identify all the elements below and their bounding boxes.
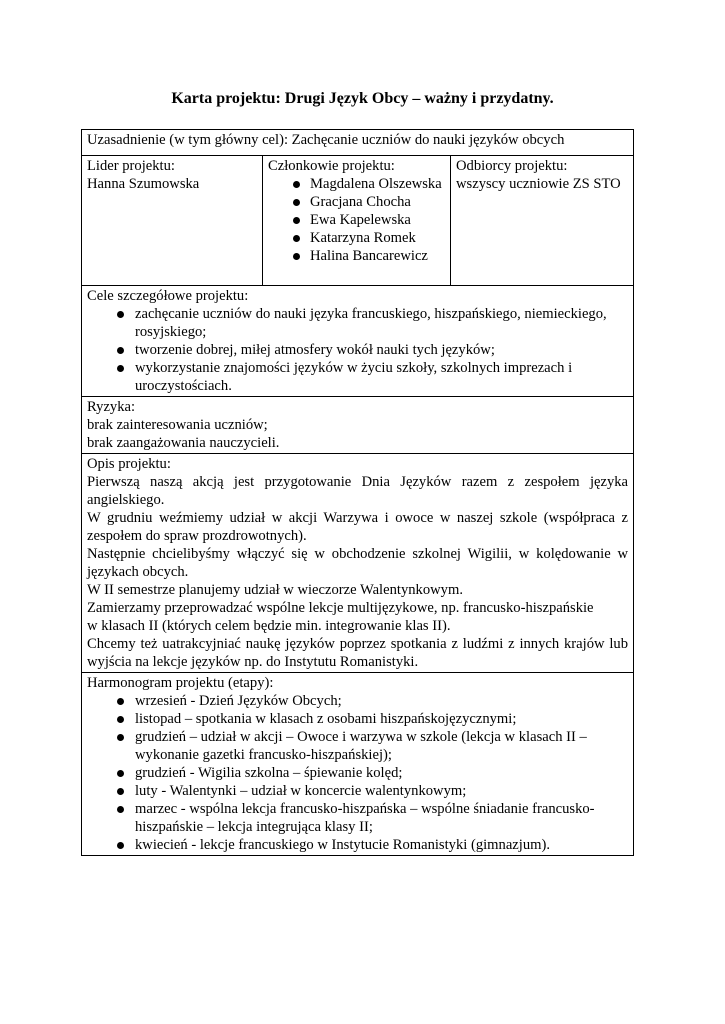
list-item: kwiecień - lekcje francuskiego w Instytucie Romanistyki (gimnazjum).	[135, 836, 628, 854]
list-item: Magdalena Olszewska	[310, 175, 445, 193]
members-cell	[263, 156, 451, 286]
goals-list	[87, 305, 628, 395]
list-item: Ewa Kapelewska	[310, 211, 445, 229]
description-paragraph: w klasach II (których celem będzie min. integrowanie klas II).	[87, 618, 451, 634]
document-title: Karta projektu: Drugi Język Obcy – ważny i przydatny.	[171, 90, 554, 107]
list-item: grudzień – udział w akcji – Owoce i warzywa w szkole (lekcja w klasach II – wykonanie gazetki francusko-hiszpańskiej);	[135, 728, 628, 764]
list-item: marzec - wspólna lekcja francusko-hiszpańska – wspólne śniadanie francusko-hiszpańskie – lekcja integrująca klasy II;	[135, 800, 628, 836]
schedule-label: Harmonogram projektu (etapy):	[87, 675, 274, 691]
description-cell	[82, 454, 634, 673]
schedule-cell	[82, 673, 634, 856]
leader-cell	[82, 156, 263, 286]
risks-cell	[82, 397, 634, 454]
description-paragraph: Pierwszą naszą akcją jest przygotowanie Dnia Języków razem z zespołem języka angielskiego.	[87, 474, 629, 508]
members-label: Członkowie projektu:	[268, 158, 395, 174]
schedule-list	[87, 692, 628, 854]
description-paragraph: Następnie chcielibyśmy włączyć się w obchodzenie szkolnej Wigilii, w kolędowanie w językach obcych.	[87, 546, 629, 580]
description-paragraph: W II semestrze planujemy udział w wieczorze Walentynkowym.	[87, 582, 463, 598]
leader-name: Hanna Szumowska	[87, 176, 200, 192]
risk-item: brak zainteresowania uczniów;	[87, 417, 268, 433]
leader-label: Lider projektu:	[87, 158, 175, 174]
list-item: grudzień - Wigilia szkolna – śpiewanie kolęd;	[135, 764, 628, 782]
description-paragraph: W grudniu weźmiemy udział w akcji Warzywa i owoce w naszej szkole (współpraca z zespołem do spraw prozdrowotnych).	[87, 510, 629, 544]
list-item: Katarzyna Romek	[310, 229, 445, 247]
goals-label: Cele szczegółowe projektu:	[87, 288, 249, 304]
recipients-label: Odbiorcy projektu:	[456, 158, 568, 174]
justification-text: Uzasadnienie (w tym główny cel): Zachęcanie uczniów do nauki języków obcych	[87, 132, 565, 148]
justification-cell	[82, 130, 634, 156]
list-item: Halina Bancarewicz	[310, 247, 445, 265]
list-item: tworzenie dobrej, miłej atmosfery wokół nauki tych języków;	[135, 341, 628, 359]
risk-item: brak zaangażowania nauczycieli.	[87, 435, 280, 451]
list-item: Gracjana Chocha	[310, 193, 445, 211]
description-paragraph: Zamierzamy przeprowadzać wspólne lekcje multijęzykowe, np. francusko-hiszpańskie	[87, 600, 594, 616]
description-label: Opis projektu:	[87, 456, 171, 472]
list-item: zachęcanie uczniów do nauki języka francuskiego, hiszpańskiego, niemieckiego, rosyjskiego;	[135, 305, 628, 341]
risks-label: Ryzyka:	[87, 399, 136, 415]
project-card-table	[81, 129, 634, 856]
members-list	[268, 175, 445, 265]
list-item: listopad – spotkania w klasach z osobami hiszpańskojęzycznymi;	[135, 710, 628, 728]
recipients-cell	[451, 156, 634, 286]
recipients-value: wszyscy uczniowie ZS STO	[456, 176, 621, 192]
list-item: wrzesień - Dzień Języków Obcych;	[135, 692, 628, 710]
description-paragraph: Chcemy też uatrakcyjniać naukę języków poprzez spotkania z ludźmi z innych krajów lub wyjścia na lekcje języków np. do Instytutu Romanistyki.	[87, 636, 629, 670]
list-item: luty - Walentynki – udział w koncercie walentynkowym;	[135, 782, 628, 800]
goals-cell	[82, 286, 634, 397]
list-item: wykorzystanie znajomości języków w życiu szkoły, szkolnych imprezach i uroczystościach.	[135, 359, 628, 395]
